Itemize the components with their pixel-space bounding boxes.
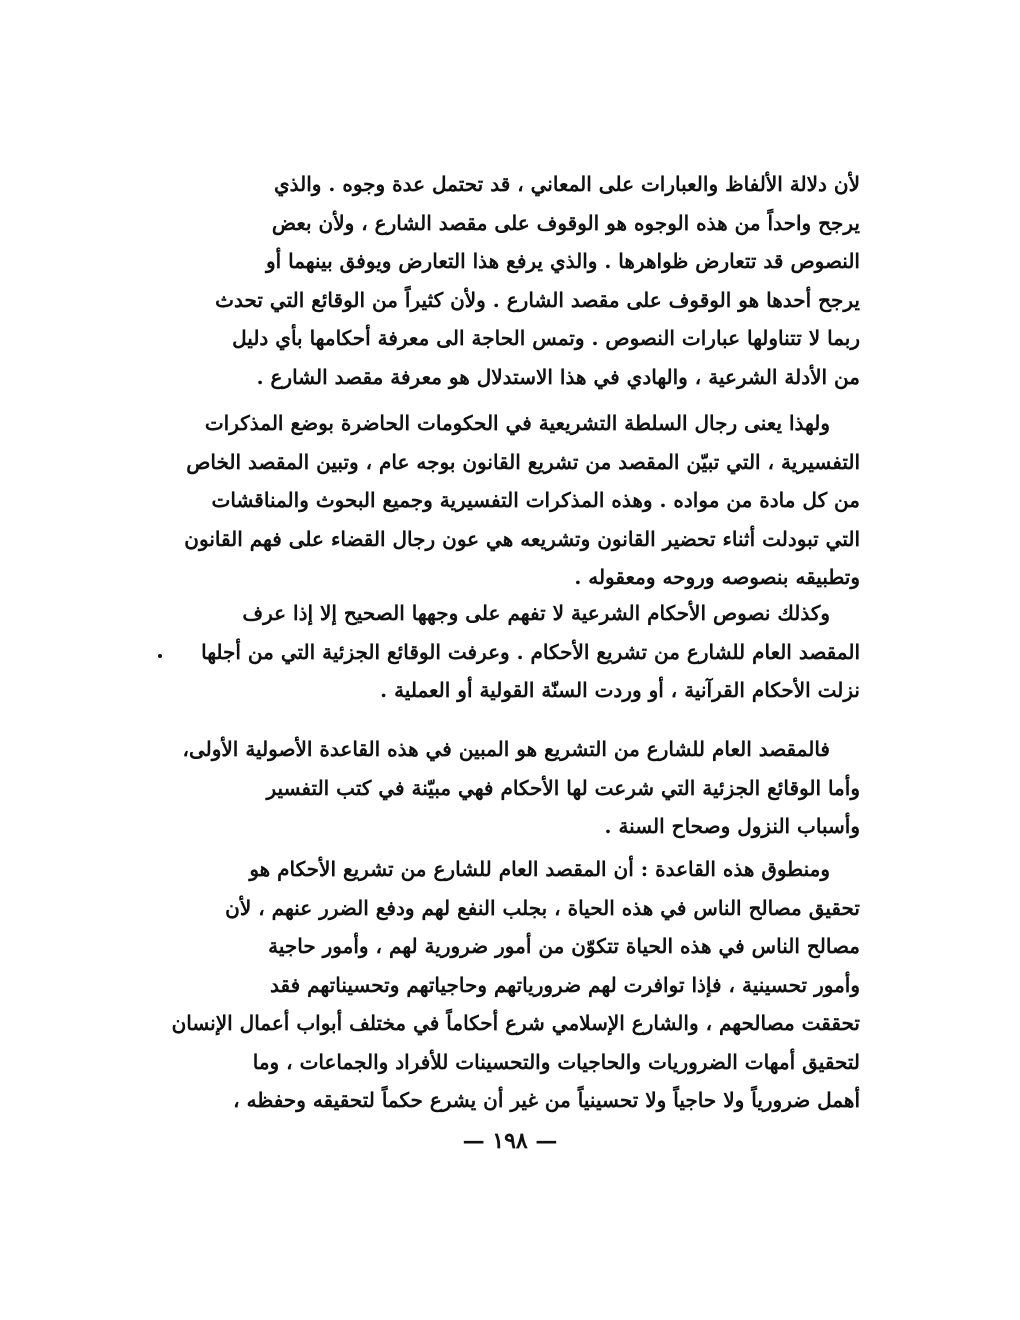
text-line: من الأدلة الشرعية ، والهادي في هذا الاستدلال هو معرفة مقصد الشارع .	[256, 364, 860, 389]
text-line: فالمقصد العام للشارع من التشريع هو المبين في هذه القاعدة الأصولية الأولى،	[182, 737, 830, 761]
text-line: النصوص قد تتعارض ظواهرها . والذي يرفع هذا التعارض ويوفق بينهما أو	[265, 249, 860, 273]
text-line: وأما الوقائع الجزئية التي شرعت لها الأحكام فهي مبيّنة في كتب التفسير	[266, 775, 860, 800]
page-number: — ١٩٨ —	[462, 1128, 558, 1154]
text-line: ومنطوق هذه القاعدة : أن المقصد العام للشارع من تشريع الأحكام هو	[249, 857, 830, 881]
stray-ink-dot	[158, 654, 162, 658]
paragraph-3	[170, 594, 860, 710]
text-line: وتطبيقه بنصوصه وروحه ومعقوله .	[574, 565, 860, 589]
text-line: يرجح واحداً من هذه الوجوه هو الوقوف على مقصد الشارع ، ولأن بعض	[271, 210, 860, 235]
text-line: التي تبودلت أثناء تحضير القانون وتشريعه هي عون رجال القضاء على فهم القانون	[184, 526, 860, 551]
text-line: التفسيرية ، التي تبيّن المقصد من تشريع القانون بوجه عام ، وتبين المقصد الخاص	[186, 449, 860, 474]
paragraph-1	[170, 165, 860, 396]
text-line: ولهذا يعنى رجال السلطة التشريعية في الحكومات الحاضرة بوضع المذكرات	[204, 411, 830, 435]
paragraph-5	[170, 850, 860, 1120]
text-line: لتحقيق أمهات الضروريات والحاجيات والتحسينات للأفراد والجماعات ، وما	[252, 1049, 860, 1074]
text-line: يرجح أحدها هو الوقوف على مقصد الشارع . ولأن كثيراً من الوقائع التي تحدث	[215, 287, 860, 312]
paragraph-2	[170, 404, 860, 597]
text-line: مصالح الناس في هذه الحياة تتكوّن من أمور ضرورية لهم ، وأمور حاجية	[268, 934, 860, 958]
text-line: تحققت مصالحهم ، والشارع الإسلامي شرع أحكاماً في مختلف أبواب أعمال الإنسان	[171, 1011, 860, 1035]
text-line: أهمل ضرورياً ولا حاجياً ولا تحسينياً من غير أن يشرع حكماً لتحقيقه وحفظه ،	[233, 1088, 860, 1112]
text-line: وأسباب النزول وصحاح السنة .	[604, 814, 860, 838]
text-line: نزلت الأحكام القرآنية ، أو وردت السنّة القولية أو العملية .	[380, 678, 860, 702]
text-line: ربما لا تتناولها عبارات النصوص . وتمس الحاجة الى معرفة أحكامها بأي دليل	[232, 326, 860, 350]
text-line: تحقيق مصالح الناس في هذه الحياة ، بجلب النفع لهم ودفع الضرر عنهم ، لأن	[225, 895, 860, 920]
text-line: وأمور تحسينية ، فإذا توافرت لهم ضرورياتهم وحاجياتهم وتحسيناتهم فقد	[269, 972, 860, 997]
text-line: المقصد العام للشارع من تشريع الأحكام . وعرفت الوقائع الجزئية التي من أجلها	[201, 639, 860, 664]
text-line: لأن دلالة الألفاظ والعبارات على المعاني ، قد تحتمل عدة وجوه . والذي	[274, 172, 860, 196]
paragraph-4	[170, 730, 860, 846]
text-line: وكذلك نصوص الأحكام الشرعية لا تفهم على وجهها الصحيح إلا إذا عرف	[242, 601, 830, 625]
text-line: من كل مادة من مواده . وهذه المذكرات التفسيرية وجميع البحوث والمناقشات	[211, 488, 860, 512]
